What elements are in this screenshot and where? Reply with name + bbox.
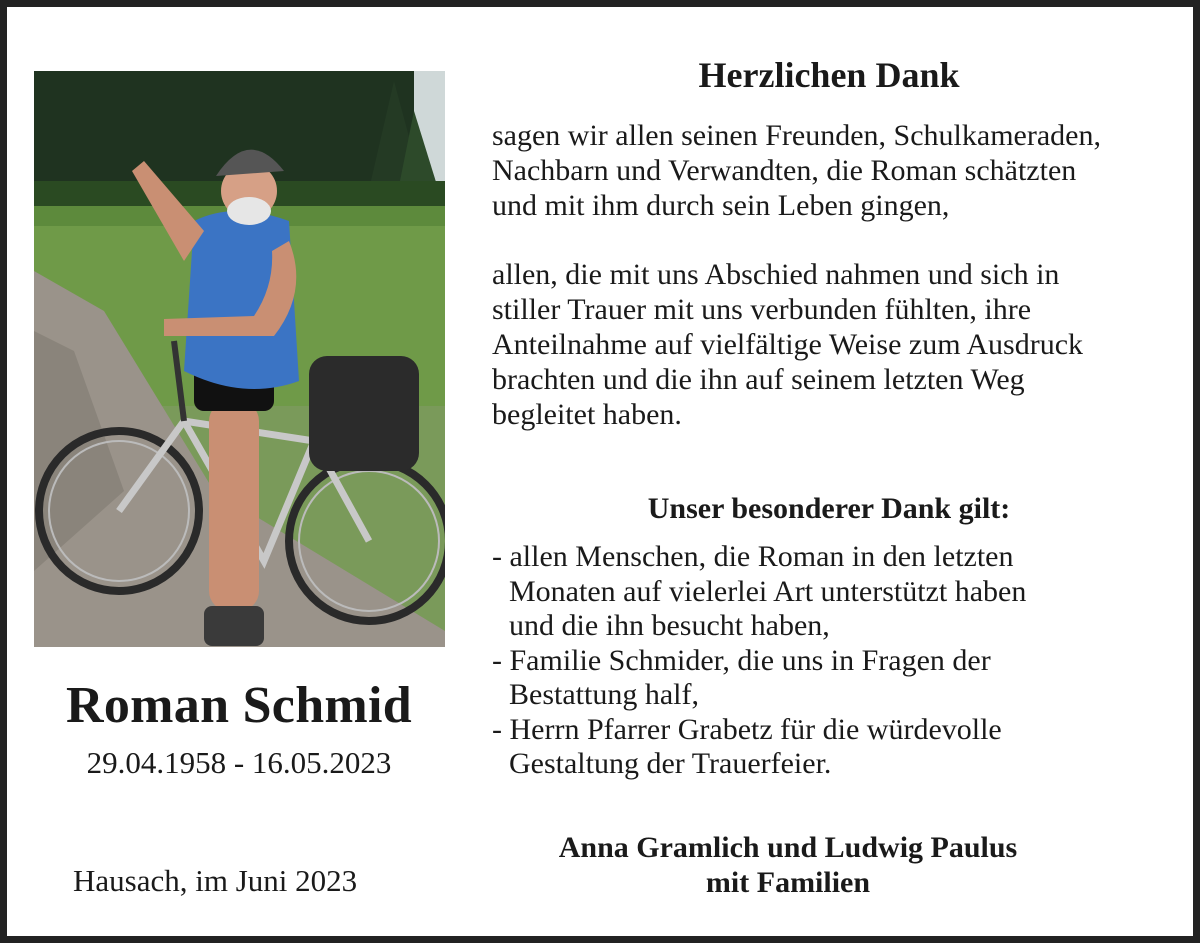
list-item xyxy=(492,713,1172,782)
paragraph-line: und mit ihm durch sein Leben gingen, xyxy=(492,189,950,222)
list-item-line: - Familie Schmider, die uns in Fragen der xyxy=(492,643,991,677)
list-item-line: Monaten auf vielerlei Art unterstützt haben xyxy=(509,574,1027,608)
list-item-line: - Herrn Pfarrer Grabetz für die würdevolle xyxy=(492,712,1002,746)
life-dates: 29.04.1958 - 16.05.2023 xyxy=(86,745,392,780)
thanks-paragraph-1 xyxy=(492,118,1172,223)
signature-line: Anna Gramlich und Ludwig Paulus xyxy=(558,831,1018,864)
special-thanks-list xyxy=(492,540,1172,782)
list-item-line: und die ihn besucht haben, xyxy=(509,609,830,642)
list-item-line: Bestattung half, xyxy=(509,678,699,711)
list-item-line: Gestaltung der Trauerfeier. xyxy=(509,747,832,780)
place-and-date: Hausach, im Juni 2023 xyxy=(73,863,358,898)
paragraph-line: Nachbarn und Verwandten, die Roman schätzten xyxy=(492,154,1077,187)
paragraph-line: begleitet haben. xyxy=(492,398,682,431)
signature-block xyxy=(490,830,1086,900)
special-thanks-heading: Unser besonderer Dank gilt: xyxy=(647,492,1011,525)
paragraph-line: stiller Trauer mit uns verbunden fühlten, ihre xyxy=(492,293,1032,326)
list-item-line: - allen Menschen, die Roman in den letzten xyxy=(492,540,1014,573)
thanks-paragraph-2 xyxy=(492,257,1172,432)
cyclist-photo-illustration xyxy=(34,71,445,647)
paragraph-line: sagen wir allen seinen Freunden, Schulkameraden, xyxy=(492,119,1101,152)
paragraph-line: brachten und die ihn auf seinem letzten Weg xyxy=(492,363,1025,396)
thanks-heading: Herzlichen Dank xyxy=(698,55,960,95)
deceased-name: Roman Schmid xyxy=(66,677,412,734)
list-item xyxy=(492,644,1172,713)
paragraph-line: Anteilnahme auf vielfältige Weise zum Ausdruck xyxy=(492,328,1084,361)
paragraph-line: allen, die mit uns Abschied nahmen und sich in xyxy=(492,258,1060,291)
portrait-photo xyxy=(34,71,445,647)
list-item xyxy=(492,540,1172,644)
signature-line: mit Familien xyxy=(705,866,871,899)
